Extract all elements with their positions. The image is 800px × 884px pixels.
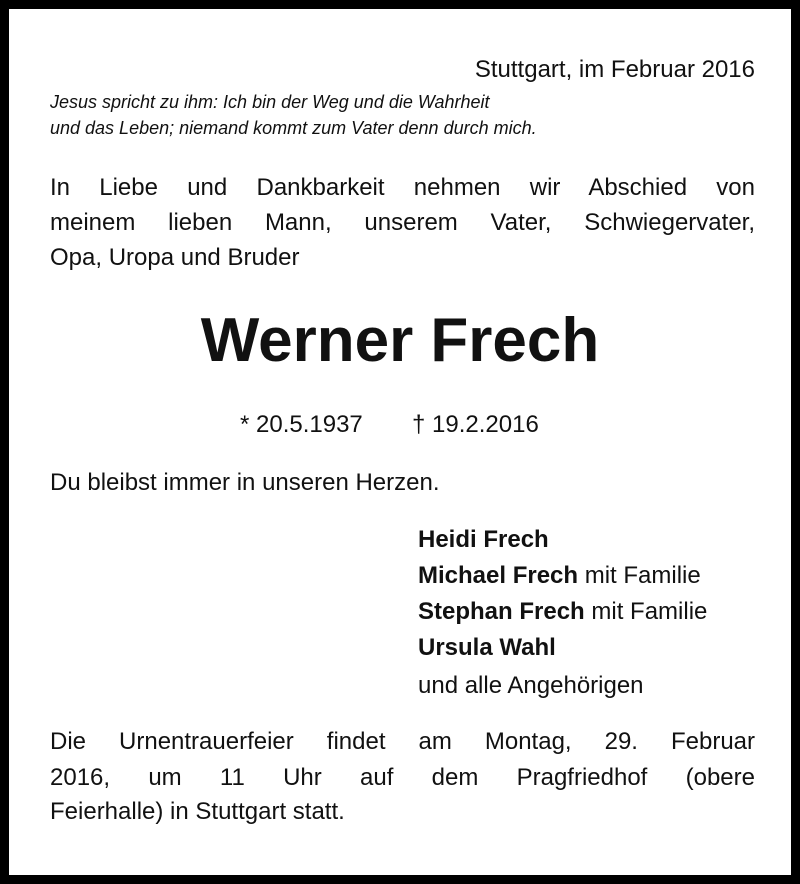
mourner-3 [418, 597, 707, 627]
verse-line-1: Jesus spricht zu ihm: Ich bin der Weg und die Wahrheit [50, 92, 490, 112]
mourner-4 [418, 633, 556, 663]
verse-line-2: und das Leben; niemand kommt zum Vater denn durch mich. [50, 118, 537, 138]
ceremony-line-2: 2016, um 11 Uhr auf dem Pragfriedhof (obere [50, 764, 755, 791]
mourner-2 [418, 561, 701, 591]
intro-line-3: Opa, Uropa und Bruder [50, 244, 300, 271]
intro-line-1: In Liebe und Dankbarkeit nehmen wir Abschied von [50, 174, 755, 201]
mourner-suffix: mit Familie [578, 562, 701, 589]
mourner-name: Heidi Frech [418, 526, 549, 553]
birth-date: * 20.5.1937 [240, 411, 363, 438]
mourner-name: Michael Frech [418, 562, 579, 589]
motto: Du bleibst immer in unseren Herzen. [50, 469, 440, 496]
deceased-name: Werner Frech [200, 306, 600, 375]
ceremony-line-1: Die Urnentrauerfeier findet am Montag, 29. Februar [50, 728, 755, 755]
death-date: † 19.2.2016 [412, 411, 539, 438]
intro-line-2: meinem lieben Mann, unserem Vater, Schwiegervater, [50, 209, 755, 236]
mourner-name: Stephan Frech [418, 598, 585, 625]
place-date: Stuttgart, im Februar 2016 [474, 56, 755, 83]
mourner-1 [418, 525, 549, 555]
mourners-closing: und alle Angehörigen [418, 672, 644, 699]
mourner-name: Ursula Wahl [418, 634, 556, 661]
ceremony-line-3: Feierhalle) in Stuttgart statt. [50, 798, 345, 825]
mourner-suffix: mit Familie [584, 598, 708, 625]
